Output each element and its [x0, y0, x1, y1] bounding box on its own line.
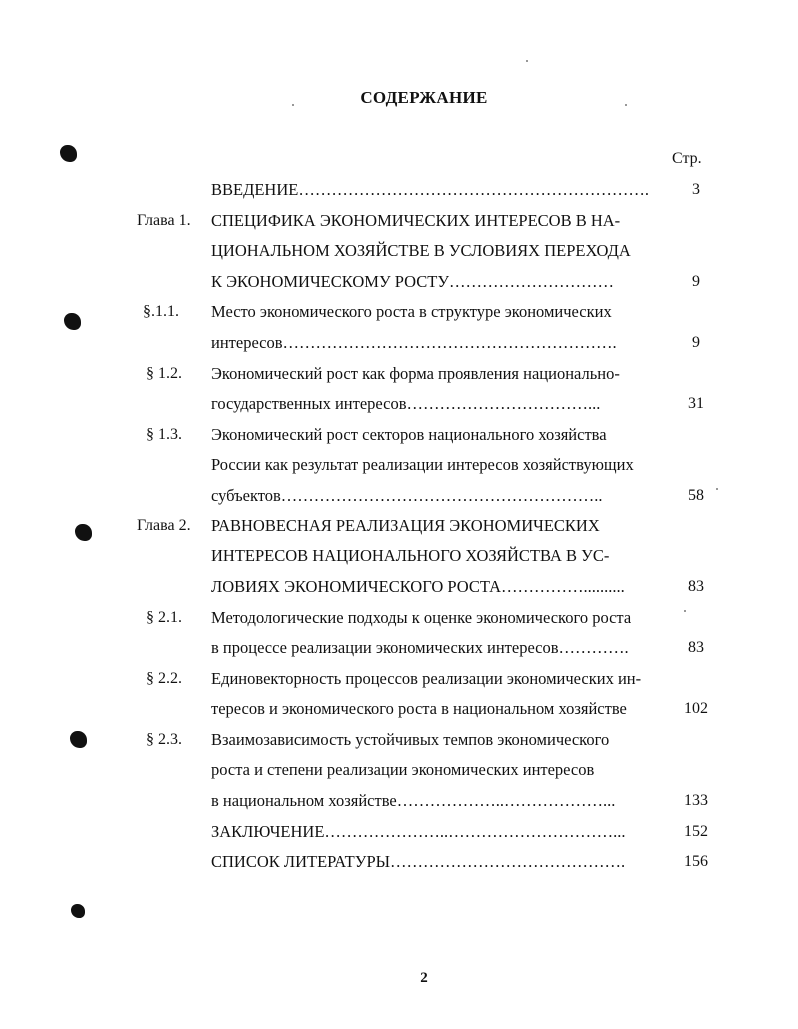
page-title: СОДЕРЖАНИЕ	[360, 88, 488, 107]
toc-entry-label: § 2.3.	[146, 731, 182, 748]
toc-entry-label: §.1.1.	[143, 303, 179, 320]
toc-entry-line: К ЭКОНОМИЧЕСКОМУ РОСТУ…………………………	[211, 272, 615, 291]
toc-entry-line: Методологические подходы к оценке экономического роста	[211, 608, 632, 627]
toc-entry-line: государственных интересов……………………………...	[211, 394, 601, 413]
scan-speck	[625, 104, 627, 106]
toc-entry-page: 133	[684, 792, 708, 809]
toc-entry-line: ЗАКЛЮЧЕНИЕ…………………..…………………………...	[211, 822, 626, 841]
toc-entry-page: 9	[692, 273, 700, 290]
toc-entry-label: § 1.3.	[146, 426, 182, 443]
punch-hole-mark	[75, 524, 92, 541]
toc-entry-line: ВВЕДЕНИЕ……………………………………………………….	[211, 180, 649, 199]
toc-entry-page: 152	[684, 823, 708, 840]
toc-entry-page: 102	[684, 700, 708, 717]
toc-entry-line: ЛОВИЯХ ЭКОНОМИЧЕСКОГО РОСТА……………..........	[211, 577, 625, 596]
punch-hole-mark	[64, 313, 81, 330]
toc-entry-page: 83	[688, 578, 704, 595]
toc-entry-line: России как результат реализации интересов хозяйствующих	[211, 455, 634, 474]
toc-entry-page: 31	[688, 395, 704, 412]
toc-entry-label: § 1.2.	[146, 365, 182, 382]
toc-entry-page: 9	[692, 334, 700, 351]
punch-hole-mark	[71, 904, 85, 918]
toc-entry-line: интересов…………………………………………………….	[211, 333, 617, 352]
toc-entry-page: 156	[684, 853, 708, 870]
toc-entry-label: Глава 2.	[137, 517, 191, 534]
page-column-header: Стр.	[672, 150, 702, 167]
toc-entry-line: ЦИОНАЛЬНОМ ХОЗЯЙСТВЕ В УСЛОВИЯХ ПЕРЕХОДА	[211, 241, 631, 260]
toc-entry-line: Экономический рост как форма проявления национально-	[211, 364, 620, 383]
toc-entry-label: Глава 1.	[137, 212, 191, 229]
toc-entry-line: Взаимозависимость устойчивых темпов экономического	[211, 730, 610, 749]
toc-entry-line: роста и степени реализации экономических интересов	[211, 760, 595, 779]
toc-entry-line: ИНТЕРЕСОВ НАЦИОНАЛЬНОГО ХОЗЯЙСТВА В УС-	[211, 546, 610, 565]
toc-entry-page: 3	[692, 181, 700, 198]
scan-speck	[292, 104, 294, 106]
toc-entry-line: в национальном хозяйстве………………..………………...	[211, 791, 616, 810]
toc-entry-line: СПИСОК ЛИТЕРАТУРЫ…………………………………….	[211, 852, 626, 871]
scan-speck	[526, 60, 528, 62]
scan-speck	[716, 488, 718, 490]
punch-hole-mark	[70, 731, 87, 748]
toc-entry-label: § 2.2.	[146, 670, 182, 687]
toc-entry-line: Единовекторность процессов реализации экономических ин-	[211, 669, 642, 688]
toc-entry-line: в процессе реализации экономических интересов………….	[211, 638, 629, 657]
toc-entry-line: тересов и экономического роста в национальном хозяйстве	[211, 699, 627, 718]
toc-entry-page: 58	[688, 487, 704, 504]
scan-speck	[684, 610, 686, 612]
punch-hole-mark	[60, 145, 77, 162]
toc-entry-page: 83	[688, 639, 704, 656]
toc-entry-line: Место экономического роста в структуре экономических	[211, 302, 612, 321]
toc-entry-line: субъектов…………………………………………………..	[211, 486, 603, 505]
toc-entry-line: РАВНОВЕСНАЯ РЕАЛИЗАЦИЯ ЭКОНОМИЧЕСКИХ	[211, 516, 600, 535]
toc-entry-line: СПЕЦИФИКА ЭКОНОМИЧЕСКИХ ИНТЕРЕСОВ В НА-	[211, 211, 621, 230]
toc-entry-label: § 2.1.	[146, 609, 182, 626]
toc-entry-line: Экономический рост секторов национального хозяйства	[211, 425, 607, 444]
page-number: 2	[420, 970, 428, 986]
